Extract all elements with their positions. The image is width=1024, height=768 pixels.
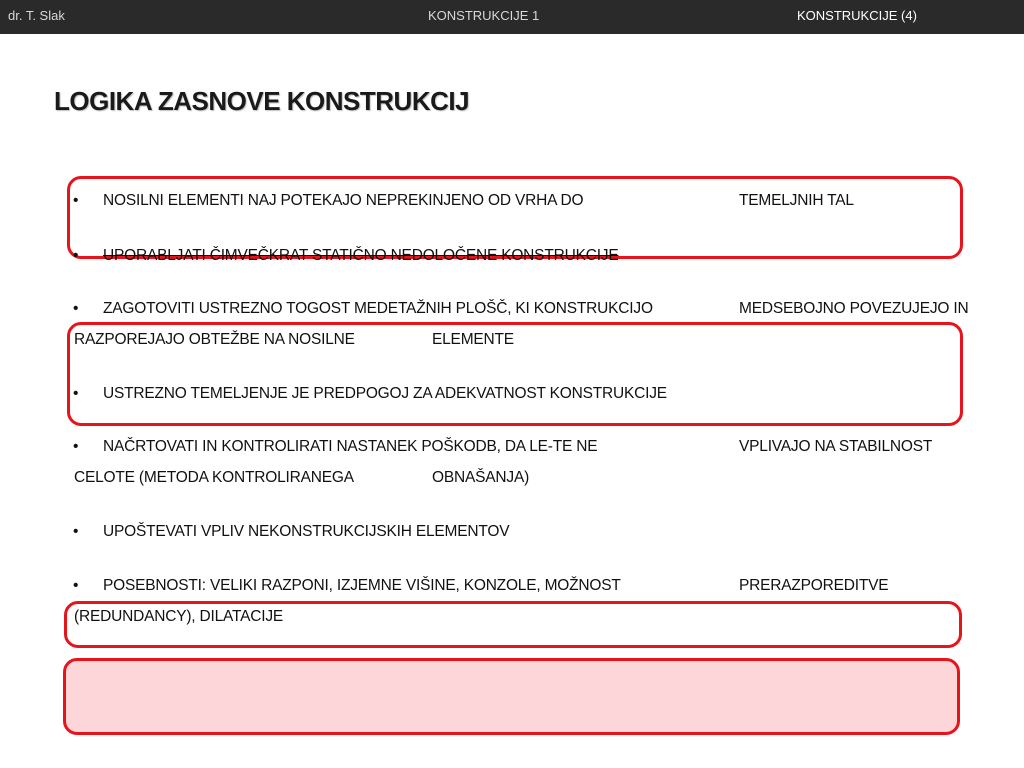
item-3-text-line2: RAZPOREJAJO OBTEŽBE NA NOSILNE — [74, 331, 355, 348]
item-5-text-line2-cont: OBNAŠANJA) — [432, 469, 530, 486]
header-course: KONSTRUKCIJE 1 — [428, 8, 540, 23]
item-5-text-line2: CELOTE (METODA KONTROLIRANEGA — [74, 469, 354, 486]
item-1-text: NOSILNI ELEMENTI NAJ POTEKAJO NEPREKINJENO OD VRHA DO — [103, 192, 584, 209]
item-7-text-cont: PRERAZPOREDITVE — [739, 577, 889, 594]
item-7-text-line2: (REDUNDANCY), DILATACIJE — [74, 608, 284, 625]
item-3-text-line2-cont: ELEMENTE — [432, 331, 514, 348]
item-2-text: UPORABLJATI ČIMVEČKRAT STATIČNO NEDOLOČENE KONSTRUKCIJE — [103, 247, 619, 264]
bullet-icon: • — [73, 523, 79, 540]
bullet-icon: • — [73, 247, 79, 264]
header-bar — [0, 0, 1024, 34]
bullet-icon: • — [73, 192, 79, 209]
item-1-text-cont: TEMELJNIH TAL — [739, 192, 854, 209]
bullet-icon: • — [73, 385, 79, 402]
item-5-text-cont: VPLIVAJO NA STABILNOST — [739, 438, 933, 455]
bullet-icon: • — [73, 438, 79, 455]
item-3-text-cont: MEDSEBOJNO POVEZUJEJO IN — [739, 300, 969, 317]
header-author: dr. T. Slak — [8, 8, 65, 23]
item-4-text: USTREZNO TEMELJENJE JE PREDPOGOJ ZA ADEKVATNOST KONSTRUKCIJE — [103, 385, 667, 402]
header-section: KONSTRUKCIJE (4) — [797, 8, 917, 23]
item-3-text: ZAGOTOVITI USTREZNO TOGOST MEDETAŽNIH PLOŠČ, KI KONSTRUKCIJO — [103, 300, 653, 317]
bullet-icon: • — [73, 577, 79, 594]
bullet-icon: • — [73, 300, 79, 317]
slide-title: LOGIKA ZASNOVE KONSTRUKCIJ — [54, 86, 470, 116]
highlight-box-filled — [63, 658, 960, 735]
item-6-text: UPOŠTEVATI VPLIV NEKONSTRUKCIJSKIH ELEMENTOV — [103, 523, 510, 540]
item-5-text: NAČRTOVATI IN KONTROLIRATI NASTANEK POŠKODB, DA LE-TE NE — [103, 438, 598, 455]
item-7-text: POSEBNOSTI: VELIKI RAZPONI, IZJEMNE VIŠINE, KONZOLE, MOŽNOST — [103, 577, 621, 594]
